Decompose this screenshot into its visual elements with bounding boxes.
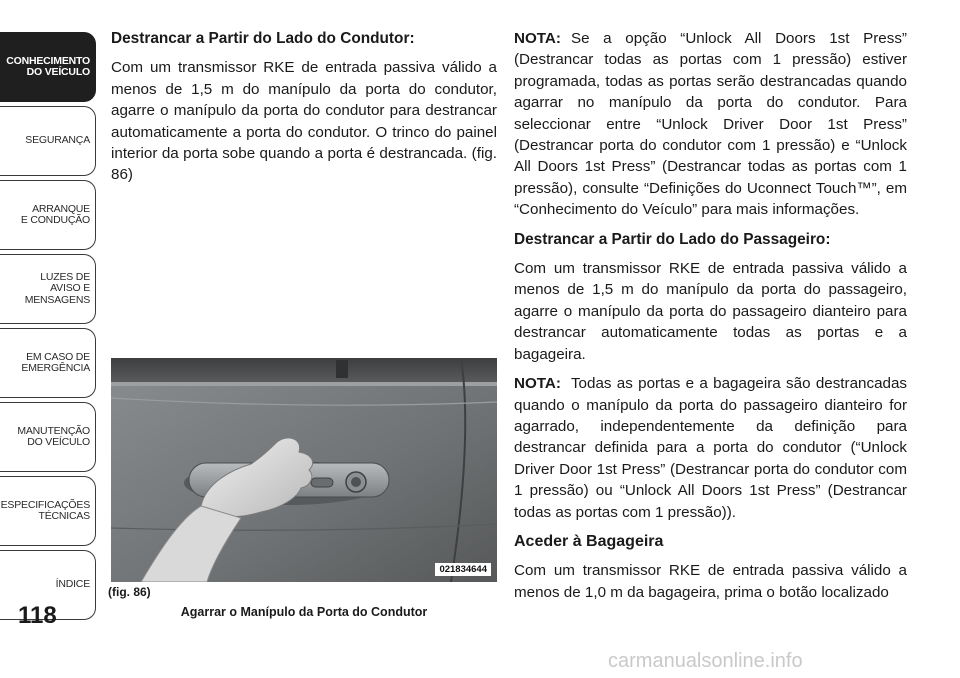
figure-door-handle	[111, 358, 497, 582]
figure-code: 021834644	[435, 563, 491, 576]
page-number: 118	[18, 602, 57, 629]
door-handle-illustration	[111, 358, 497, 582]
tab-conhecimento-do-veiculo[interactable]: CONHECIMENTO DO VEÍCULO	[0, 32, 96, 102]
tab-indice[interactable]: ÍNDICE	[0, 550, 96, 620]
driver-side-paragraph: Com um transmissor RKE de entrada passiva válido a menos de 1,5 m do manípulo da porta do condutor, agarre o manípulo da porta do condutor para destrancar automaticamente a porta do condutor. O trinco do painel interior da porta sobe quando a porta é destrancada. (fig. 86)	[111, 59, 497, 184]
tab-especificacoes-tecnicas[interactable]: ESPECIFICAÇÕES TÉCNICAS	[0, 476, 96, 546]
note-all-doors	[514, 28, 907, 221]
note-text: Todas as portas e a bagageira são destrancadas quando o manípulo da porta do passageiro dianteiro for agarrado, independentemente da definição para destrancar definida para a porta do condutor (“Unlock Driver Door 1st Press” (Destrancar porta do condutor com 1 pressão) ou “Unlock All Doors 1st Press” (Destrancar todas as portas com 1 pressão)).	[514, 375, 907, 521]
tab-luzes-de-aviso[interactable]: LUZES DE AVISO E MENSAGENS	[0, 254, 96, 324]
trunk-paragraph: Com um transmissor RKE de entrada passiva válido a menos de 1,0 m da bagageira, prima o botão localizado	[514, 562, 907, 601]
section-heading-trunk: Aceder à Bagageira	[514, 532, 664, 550]
section-heading-passenger-side: Destrancar a Partir do Lado do Passageiro:	[514, 230, 831, 248]
tab-arranque-e-conducao[interactable]: ARRANQUE E CONDUÇÃO	[0, 180, 96, 250]
tab-em-caso-de-emergencia[interactable]: EM CASO DE EMERGÊNCIA	[0, 328, 96, 398]
chapter-sidebar	[0, 0, 97, 600]
note-label: NOTA:	[514, 30, 561, 47]
figure-caption: Agarrar o Manípulo da Porta do Condutor	[180, 605, 428, 619]
left-column	[111, 28, 497, 194]
note-text: Se a opção “Unlock All Doors 1st Press” (Destrancar todas as portas com 1 pressão) estiver programada, todas as portas serão destrancadas quando agarrar no manípulo da porta do condutor. Para seleccionar entre “Unlock Driver Door 1st Press” (Destrancar porta do condutor com 1 pressão) e “Unlock All Doors 1st Press” (Destrancar todas as portas com 1 pressão), consulte “Definições do Uconnect Touch™”, em “Conhecimento do Veículo” para mais informações.	[514, 30, 907, 219]
note-passenger-doors	[514, 373, 907, 523]
passenger-side-paragraph: Com um transmissor RKE de entrada passiva válido a menos de 1,5 m do manípulo da porta do passageiro, agarre o manípulo da porta do passageiro dianteiro para destrancar automaticamente todas as portas e a bagageira.	[514, 260, 907, 363]
tab-manutencao-do-veiculo[interactable]: MANUTENÇÃO DO VEÍCULO	[0, 402, 96, 472]
tab-seguranca[interactable]: SEGURANÇA	[0, 106, 96, 176]
section-heading-driver-side: Destrancar a Partir do Lado do Condutor:	[111, 30, 415, 47]
note-label: NOTA:	[514, 375, 561, 393]
right-column	[514, 28, 907, 611]
watermark: carmanualsonline.info	[608, 650, 803, 672]
figure-reference: (fig. 86)	[108, 585, 151, 599]
